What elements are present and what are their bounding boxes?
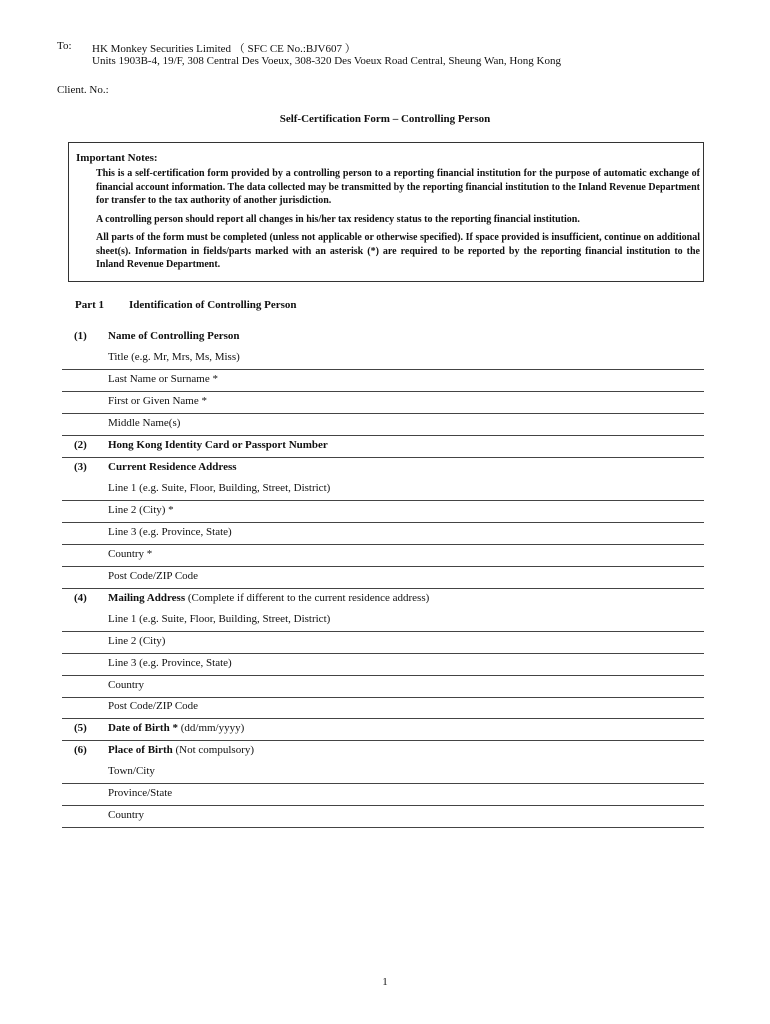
section-title-wrap: [108, 744, 254, 756]
section-title: Place of Birth: [108, 744, 173, 756]
field-label: Last Name or Surname *: [108, 373, 218, 385]
section-header-birthplace: [62, 740, 704, 762]
section-number: (3): [74, 461, 87, 473]
field-label: Line 1 (e.g. Suite, Floor, Building, Street, District): [108, 613, 331, 625]
section-number: (1): [74, 330, 87, 342]
part-title: Identification of Controlling Person: [129, 299, 297, 311]
title-field[interactable]: [62, 347, 704, 370]
section-note: (Not compulsory): [172, 744, 255, 756]
field-label: Title (e.g. Mr, Mrs, Ms, Miss): [108, 351, 240, 363]
client-number-label: Client. No.:: [57, 84, 109, 96]
field-label: First or Given Name *: [108, 395, 207, 407]
section-title-wrap: [108, 722, 244, 734]
birth-province-field[interactable]: [62, 783, 704, 806]
section-number: (2): [74, 439, 87, 451]
field-label: Province/State: [108, 787, 173, 799]
field-label: Line 2 (City) *: [108, 504, 174, 516]
section-note: (dd/mm/yyyy): [177, 722, 245, 734]
section-title-wrap: [108, 592, 429, 604]
section-title: Date of Birth *: [108, 722, 178, 734]
form-title: Self-Certification Form – Controlling Person: [279, 113, 491, 125]
mailing-country-field[interactable]: [62, 675, 704, 698]
first-name-field[interactable]: [62, 391, 704, 414]
recipient-address: Units 1903B-4, 19/F, 308 Central Des Voeux, 308-320 Des Voeux Road Central, Sheung Wan, Hong Kong: [92, 55, 561, 67]
residence-line3-field[interactable]: [62, 522, 704, 545]
to-label: To:: [57, 40, 72, 52]
recipient-name: HK Monkey Securities Limited （ SFC CE No.:BJV607 ）: [92, 43, 356, 55]
birth-town-field[interactable]: [62, 761, 704, 784]
field-label: Line 3 (e.g. Province, State): [108, 526, 232, 538]
field-label: Country: [108, 809, 145, 821]
middle-name-field[interactable]: [62, 413, 704, 436]
field-label: Line 1 (e.g. Suite, Floor, Building, Street, District): [108, 482, 331, 494]
id-number-field[interactable]: [62, 435, 704, 458]
note-paragraph: This is a self-certification form provided by a controlling person to a reporting financial institution for the purpose of automatic exchange of financial account information. The data collected may be transmitted by the reporting financial institution to the Inland Revenue Department for transfer to the tax authority of another jurisdiction.: [96, 168, 700, 207]
section-number: (6): [74, 744, 87, 756]
field-label: Post Code/ZIP Code: [108, 700, 199, 712]
section-number: (5): [74, 722, 87, 734]
residence-postcode-field[interactable]: [62, 566, 704, 589]
field-label: Country: [108, 679, 145, 691]
field-label: Post Code/ZIP Code: [108, 570, 199, 582]
section-header-mailing: [62, 588, 704, 610]
note-paragraph: A controlling person should report all changes in his/her tax residency status to the reporting financial institution.: [96, 214, 580, 225]
section-header-name: [62, 326, 704, 348]
residence-city-field[interactable]: [62, 500, 704, 523]
note-paragraph: All parts of the form must be completed (unless not applicable or otherwise specified). If space provided is insufficient, continue on additional sheet(s). Information in fields/parts marked with an asterisk (*) are required to be reported by the reporting financial institution to the Inland Revenue Department.: [96, 232, 700, 271]
field-label: Town/City: [108, 765, 155, 777]
birth-country-field[interactable]: [62, 805, 704, 828]
field-label: Middle Name(s): [108, 417, 181, 429]
important-notes-box: [68, 142, 704, 282]
mailing-postcode-field[interactable]: [62, 696, 704, 719]
residence-line1-field[interactable]: [62, 478, 704, 501]
section-title: Hong Kong Identity Card or Passport Number: [108, 439, 328, 451]
last-name-field[interactable]: [62, 369, 704, 392]
page-number: 1: [382, 976, 388, 988]
field-label: Country *: [108, 548, 153, 560]
field-label: Line 3 (e.g. Province, State): [108, 657, 232, 669]
mailing-line1-field[interactable]: [62, 609, 704, 632]
section-number: (4): [74, 592, 87, 604]
section-title: Name of Controlling Person: [108, 330, 240, 342]
date-of-birth-field[interactable]: [62, 718, 704, 741]
part-label: Part 1: [75, 299, 105, 311]
section-title: Current Residence Address: [108, 461, 237, 473]
mailing-city-field[interactable]: [62, 631, 704, 654]
section-header-residence: [62, 457, 704, 479]
residence-country-field[interactable]: [62, 544, 704, 567]
section-title: Mailing Address: [108, 592, 186, 604]
important-notes-heading: Important Notes:: [76, 152, 158, 164]
field-label: Line 2 (City): [108, 635, 166, 647]
mailing-line3-field[interactable]: [62, 653, 704, 676]
section-note: (Complete if different to the current residence address): [185, 592, 430, 604]
